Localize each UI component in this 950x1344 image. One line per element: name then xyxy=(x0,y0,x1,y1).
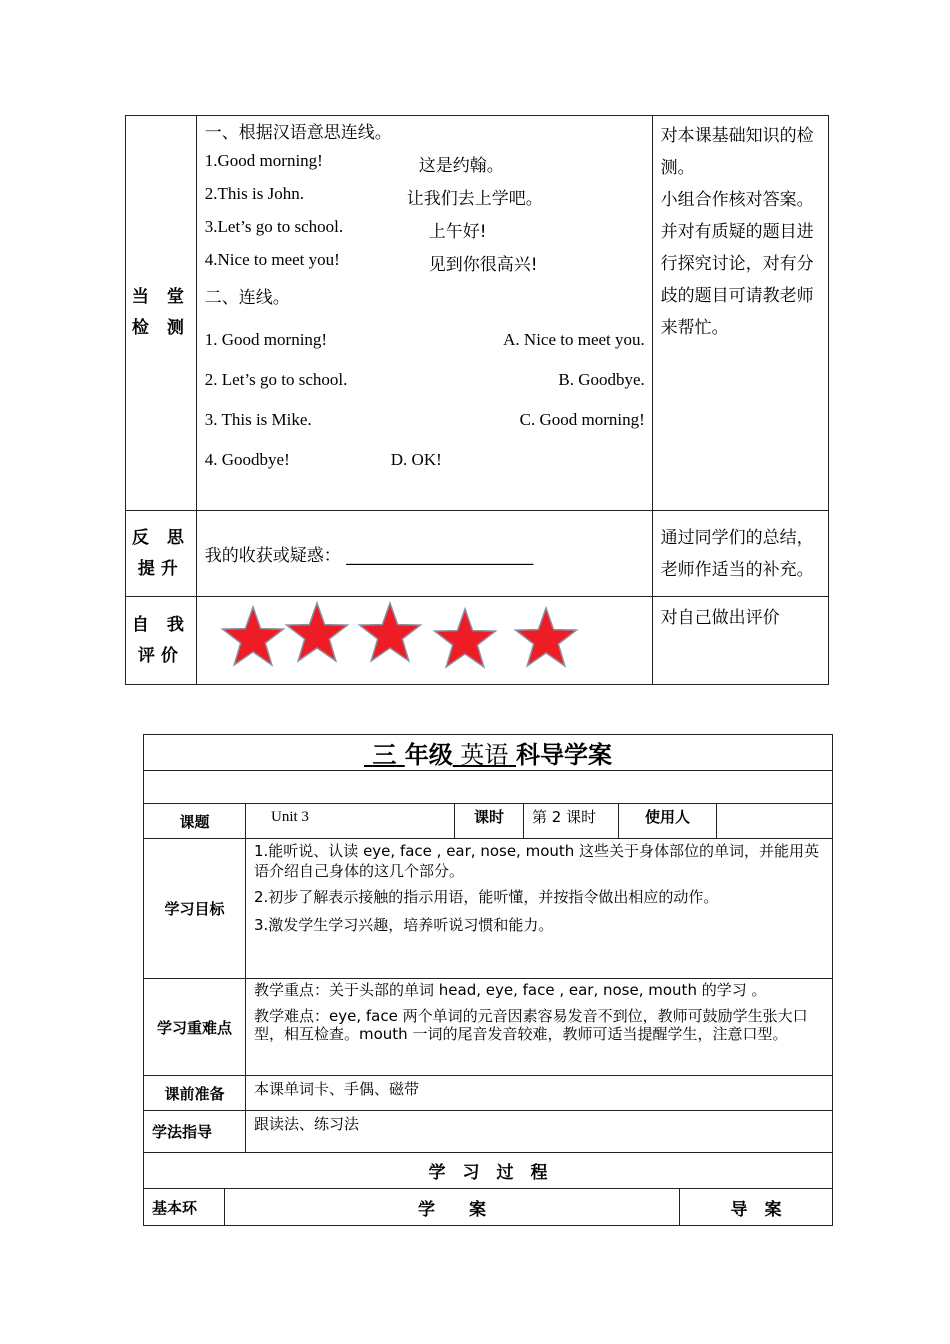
pair-en-4: 4.Nice to meet you! xyxy=(204,250,340,269)
star-1-icon[interactable] xyxy=(222,607,283,665)
reflect-prompt: 我的收获或疑惑： xyxy=(204,546,341,566)
method-value: 跟读法、练习法 xyxy=(246,1111,833,1153)
process-title: 学 习 过 程 xyxy=(144,1153,833,1189)
match-row-1: 1. Good morning! A. Nice to meet you. xyxy=(204,330,645,349)
goals-label: 学习目标 xyxy=(144,839,246,979)
self-eval-note: 对自己做出评价 xyxy=(652,597,828,685)
pair-en-3: 3.Let’s go to school. xyxy=(204,217,344,236)
page-title: 三 年级 英语 科导学案 xyxy=(144,735,833,771)
goal-item: 2.初步了解表示接触的指示用语，能听懂，并按指令做出相应的动作。 xyxy=(254,888,719,906)
reflect-content xyxy=(196,511,652,597)
check-content xyxy=(196,116,652,511)
guide-label: 导 案 xyxy=(730,1199,782,1220)
prep-value: 本课单词卡、手偶、磁带 xyxy=(246,1076,833,1111)
pair-en-1: 1.Good morning! xyxy=(204,151,323,170)
reflect-note: 通过同学们的总结， 老师作适当的补充。 xyxy=(652,511,828,597)
self-eval-stars xyxy=(196,597,652,685)
star-3-icon[interactable] xyxy=(359,603,420,661)
topic-value: Unit 3 xyxy=(246,804,455,839)
topic-label: 课题 xyxy=(144,804,246,839)
blank-row xyxy=(144,771,833,804)
check-note: 对本课基础知识的检 测。 小组合作核对答案。 并对有质疑的题目进 行探究讨论，对有分 歧的题目可请教老师 来帮忙。 xyxy=(652,116,828,511)
stars-svg xyxy=(197,597,653,683)
match-row-2: 2. Let’s go to school. B. Goodbye. xyxy=(204,370,645,389)
user-label: 使用人 xyxy=(619,804,717,839)
check-table xyxy=(125,115,829,685)
section1-title: 一、根据汉语意思连线。 xyxy=(204,123,392,143)
self-eval-label: 自 我 评价 xyxy=(126,597,197,685)
pair-cn-3: 上午好! xyxy=(428,222,487,242)
section2-title: 二、连线。 xyxy=(204,288,290,308)
reflect-blank[interactable]: ______________________ xyxy=(346,546,534,566)
period-value: 第 2 课时 xyxy=(524,804,619,839)
period-label: 课时 xyxy=(455,804,524,839)
stage-label: 基本环 xyxy=(144,1189,225,1225)
goal-item: 1.能听说、认读 eye, face , ear, nose, mouth 这些关于身体部位的单词，并能用英语介绍自己身体的这几个部分。 xyxy=(254,842,820,880)
plan-table xyxy=(143,734,833,1226)
process-header-row xyxy=(144,1189,833,1226)
match-row-3: 3. This is Mike. C. Good morning! xyxy=(204,410,645,429)
key-item: 教学重点：关于头部的单词 head, eye, face , ear, nose, mouth 的学习 。 xyxy=(254,981,767,999)
key-item: 教学难点：eye, face 两个单词的元音因素容易发音不到位，教师可鼓励学生张大口型，相互检查。mouth 一词的尾音发音较难，教师可适当提醒学生，注意口型。 xyxy=(254,1007,808,1043)
key-label: 学习重难点 xyxy=(144,979,246,1076)
user-value[interactable] xyxy=(717,804,833,839)
pair-cn-4: 见到你很高兴! xyxy=(428,255,538,275)
check-label: 当 堂 检 测 xyxy=(126,116,197,511)
prep-label: 课前准备 xyxy=(144,1076,246,1111)
pair-en-2: 2.This is John. xyxy=(204,184,304,203)
goals-content xyxy=(246,839,833,979)
star-2-icon[interactable] xyxy=(286,603,347,661)
pair-cn-1: 这是约翰。 xyxy=(418,156,504,176)
method-label: 学法指导 xyxy=(144,1111,246,1153)
match-right-4: D. OK! xyxy=(390,450,442,469)
star-4-icon[interactable] xyxy=(434,609,495,667)
study-label: 学 案 xyxy=(225,1189,680,1225)
goal-item: 3.激发学生学习兴趣，培养听说习惯和能力。 xyxy=(254,916,554,934)
reflect-label: 反 思 提升 xyxy=(126,511,197,597)
match-left-4: 4. Goodbye! xyxy=(204,450,290,469)
star-5-icon[interactable] xyxy=(515,608,576,666)
key-content xyxy=(246,979,833,1076)
pair-cn-2: 让我们去上学吧。 xyxy=(406,189,543,209)
